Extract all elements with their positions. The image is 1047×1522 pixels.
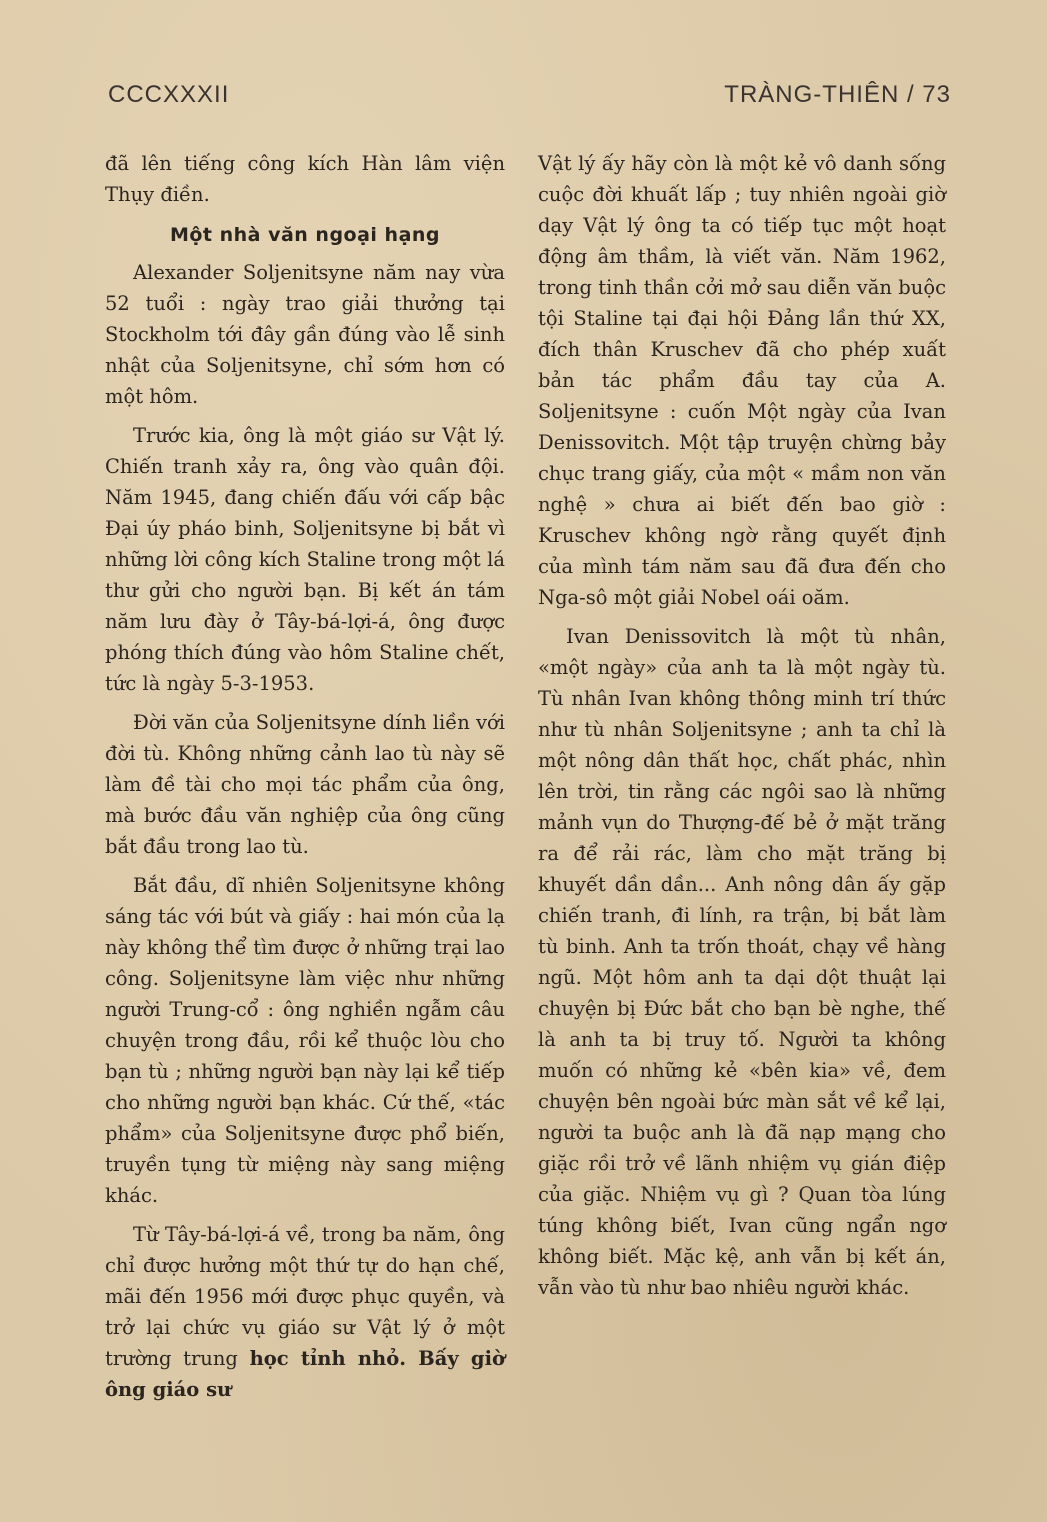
- left-column: [105, 148, 505, 1405]
- paragraph: Alexander Soljenitsyne năm nay vừa 52 tuổi : ngày trao giải thưởng tại Stockholm tới đây gần đúng vào lễ sinh nhật của Soljenitsyne, chỉ sớm hơn có một hôm.: [105, 261, 505, 408]
- paragraph: Đời văn của Soljenitsyne dính liền với đời tù. Không những cảnh lao tù này sẽ làm đề tài cho mọi tác phẩm của ông, mà bước đầu văn nghiệp của ông cũng bắt đầu trong lao tù.: [105, 711, 505, 858]
- paragraph-text: Từ Tây-bá-lợi-á về, trong ba năm, ông chỉ được hưởng một thứ tự do hạn chế, mãi đến 1956 mới được phục quyền, và trở lại chức vụ giáo sư Vật lý ở một trường trung: [105, 1223, 505, 1370]
- paragraph: Vật lý ấy hãy còn là một kẻ vô danh sống cuộc đời khuất lấp ; tuy nhiên ngoài giờ dạy Vật lý ông ta có tiếp tục một hoạt động âm thầm, là viết văn. Năm 1962, trong tinh thần cởi mở sau diễn văn buộc tội Staline tại đại hội Đảng lần thứ XX, đích thân Kruschev đã cho phép xuất bản tác phẩm đầu tay của A. Soljenitsyne : cuốn Một ngày của Ivan Denissovitch. Một tập truyện chừng bảy chục trang giấy, của một « mầm non văn nghệ » chưa ai biết đến bao giờ : Kruschev không ngờ rằng quyết định của mình tám năm sau đã đưa đến cho Nga-sô một giải Nobel oái oăm.: [538, 152, 946, 609]
- paragraph: Trước kia, ông là một giáo sư Vật lý. Chiến tranh xảy ra, ông vào quân đội. Năm 1945, đang chiến đấu với cấp bậc Đại úy pháo binh, Soljenitsyne bị bắt vì những lời công kích Staline trong một lá thư gửi cho người bạn. Bị kết án tám năm lưu đày ở Tây-bá-lợi-á, ông được phóng thích đúng vào hôm Staline chết, tức là ngày 5-3-1953.: [105, 424, 505, 695]
- paragraph: đã lên tiếng công kích Hàn lâm viện Thụy điền.: [105, 152, 505, 206]
- paragraph: Ivan Denissovitch là một tù nhân, «một ngày» của anh ta là một ngày tù. Tù nhân Ivan không thông minh trí thức như tù nhân Soljenitsyne ; anh ta chỉ là một nông dân thất học, chất phác, nhìn lên trời, tin rằng các ngôi sao là những mảnh vụn do Thượng-đế bẻ ở mặt trăng ra để rải rác, làm cho mặt trăng bị khuyết dần dần... Anh nông dân ấy gặp chiến tranh, đi lính, ra trận, bị bắt làm tù binh. Anh ta trốn thoát, chạy về hàng ngũ. Một hôm anh ta dại dột thuật lại chuyện bị Đức bắt cho bạn bè nghe, thế là anh ta bị truy tố. Người ta không muốn có những kẻ «bên kia» về, đem chuyện bên ngoài bức màn sắt về kể lại, người ta buộc anh là đã nạp mạng cho giặc rồi trở về lãnh nhiệm vụ gián điệp của giặc. Nhiệm vụ gì ? Quan tòa lúng túng không biết, Ivan cũng ngẩn ngơ không biết. Mặc kệ, anh vẫn bị kết án, vẫn vào tù như bao nhiêu người khác.: [538, 625, 946, 1299]
- paragraph: Bắt đầu, dĩ nhiên Soljenitsyne không sáng tác với bút và giấy : hai món của lạ này không thể tìm được ở những trại lao công. Soljenitsyne làm việc như những người Trung-cổ : ông nghiền ngẫm câu chuyện trong đầu, rồi kể thuộc lòu cho bạn tù ; những người bạn này lại kể tiếp cho những người bạn khác. Cứ thế, «tác phẩm» của Soljenitsyne được phổ biến, truyền tụng từ miệng này sang miệng khác.: [105, 874, 505, 1207]
- page-header: [108, 78, 951, 112]
- issue-number: CCCXXXII: [108, 81, 230, 108]
- right-column: [538, 148, 946, 1311]
- section-heading: Một nhà văn ngoại hạng: [169, 224, 441, 246]
- paragraph: [105, 1219, 505, 1405]
- paragraph-continued-text: học tỉnh nhỏ. Bấy giờ ông giáo sư: [105, 1347, 505, 1401]
- running-title: TRÀNG-THIÊN / 73: [724, 81, 951, 108]
